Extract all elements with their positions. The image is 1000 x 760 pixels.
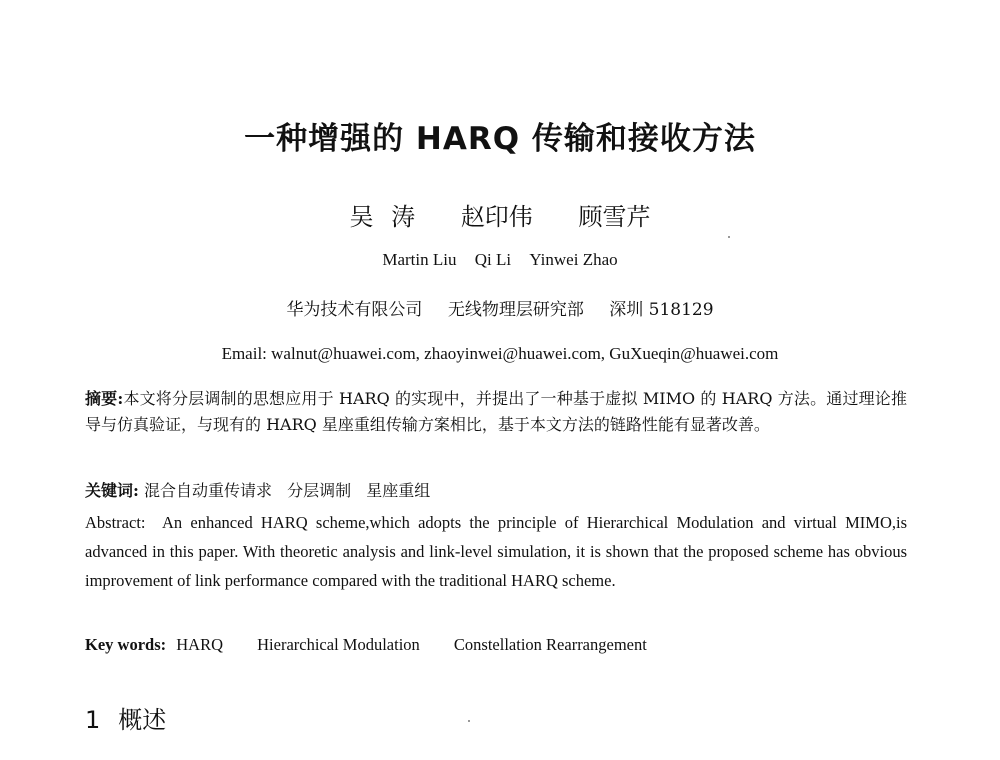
scan-speck: [728, 236, 730, 238]
keywords-en-label: Key words:: [85, 635, 167, 654]
affiliation-location: 深圳 518129: [609, 300, 714, 320]
author-cn-3: 顾雪芹: [578, 203, 651, 231]
scan-speck: [468, 720, 470, 722]
section-heading: [85, 700, 166, 735]
section-number: 1: [85, 706, 101, 734]
affiliation-company: 华为技术有限公司: [286, 300, 423, 320]
keyword-cn-2: 分层调制: [287, 481, 352, 500]
abstract-cn-label: 摘要:: [85, 389, 124, 408]
contact-emails: Email: walnut@huawei.com, zhaoyinwei@huawei.com, GuXueqin@huawei.com: [221, 344, 779, 363]
author-en-3: Yinwei Zhao: [529, 250, 618, 269]
keyword-cn-1: 混合自动重传请求: [144, 481, 273, 500]
author-cn-1: 吴 涛: [349, 203, 416, 231]
keyword-en-3: Constellation Rearrangement: [453, 635, 647, 654]
keywords-english: [85, 632, 907, 658]
author-en-2: Qi Li: [474, 250, 512, 269]
affiliation: [0, 295, 1000, 320]
abstract-chinese: [85, 386, 907, 438]
abstract-en-label: Abstract:: [85, 513, 146, 532]
keyword-en-1: HARQ: [176, 635, 224, 654]
author-en-1: Martin Liu: [382, 250, 457, 269]
keyword-cn-3: 星座重组: [366, 481, 431, 500]
keywords-cn-label: 关键词:: [85, 481, 139, 500]
author-cn-2: 赵印伟: [460, 203, 533, 231]
abstract-cn-text: 本文将分层调制的思想应用于 HARQ 的实现中，并提出了一种基于虚拟 MIMO 的 HARQ 方法。通过理论推导与仿真验证，与现有的 HARQ 星座重组传输方案相比，基于本文方法的链路性能有显著改善。: [85, 389, 907, 434]
paper-title: 一种增强的 HARQ 传输和接收方法: [244, 121, 756, 157]
section-title: 概述: [118, 706, 167, 734]
abstract-english: [85, 508, 907, 595]
affiliation-department: 无线物理层研究部: [447, 300, 584, 320]
keywords-chinese: [85, 478, 907, 504]
keyword-en-2: Hierarchical Modulation: [257, 635, 420, 654]
abstract-en-text: An enhanced HARQ scheme,which adopts the principle of Hierarchical Modulation and virtual MIMO,is advanced in this paper. With theoretic analysis and link-level simulation, it is shown that the proposed scheme has obvious improvement of link performance compared with the traditional HARQ scheme.: [85, 513, 908, 590]
authors-chinese: [0, 197, 1000, 232]
authors-english: [0, 250, 1000, 270]
